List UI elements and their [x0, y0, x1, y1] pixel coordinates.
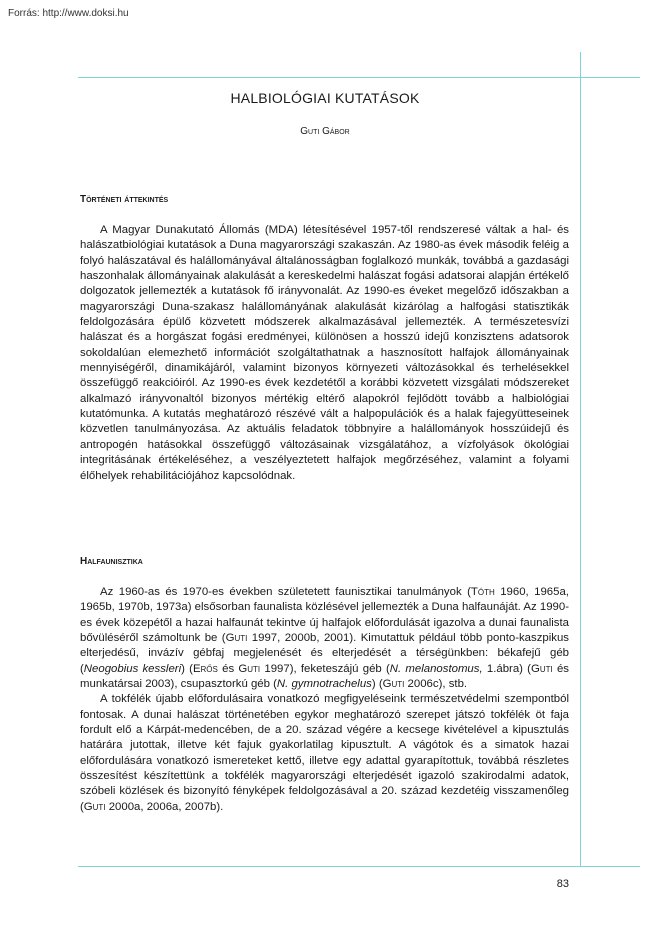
- author-name: Guti Gábor: [300, 126, 350, 137]
- article-title: HALBIOLÓGIAI KUTATÁSOK: [230, 90, 420, 106]
- paragraph: Az 1960-as és 1970-es években születetett faunisztikai tanulmányok (Tóth 1960, 1965a, 1965b, 1970b, 1973a) elsősorban faunalista közlésével jellemezték a Duna halfaunáját. Az 1990-es évek közepétől a hazai halfaunát tekintve új halfajok előfordulását igazolva a dunai faunalista bővüléséről számoltunk be (Guti 1997, 2000b, 2001). Kimutattuk például több ponto-kaszpikus elterjedésű, invázív gébfaj megjelenését és elterjedését a térségünkben: békafejű géb (Neogobius kessleri) (Erős és Guti 1997), feketeszájú géb (N. melanostomus, 1.ábra) (Guti és munkatársai 2003), csupasztorkú géb (N. gymnotrachelus) (Guti 2006c), stb.: [80, 586, 569, 691]
- page-number: 83: [556, 878, 569, 890]
- bottom-rule: [78, 866, 640, 867]
- right-rule: [580, 52, 581, 866]
- section-fauna-body: [80, 585, 569, 815]
- paragraph: A tokfélék újabb előfordulásaira vonatkozó megfigyeléseink természetvédelmi szempontból fontosak. A dunai halászat történetében egykor meghatározó szerepet játszó tokfélék öt faja fordult elő a Kárpát-medencében, de a 20. század végére a kecsege kivételével a kipusztulás határára jutottak, illetve két fajuk gyakorlatilag kipusztult. A vágótok és a simatok hazai előfordulására vonatkozó ismereteket kettő, illetve egy adattal gyarapítottuk, továbbá részletes összesítést készítettünk a tokfélék magyarországi elterjedését igazoló szakirodalmi adatok, szóbeli közlések és bizonyító fényképek feldolgozásával a 20. század kezdetéig visszamenőleg (Guti 2000a, 2006a, 2007b).: [80, 693, 569, 813]
- section-heading-history: Történeti áttekintés: [80, 194, 169, 205]
- top-rule: [78, 77, 640, 78]
- section-heading-fauna: Halfaunisztika: [80, 556, 143, 567]
- section-history-body: [80, 223, 569, 484]
- source-label: Forrás: http://www.doksi.hu: [8, 8, 129, 19]
- paragraph: A Magyar Dunakutató Állomás (MDA) létesítésével 1957-től rendszeresé váltak a hal- és halászatbiológiai kutatások a Duna magyarországi szakaszán. Az 1980-as évek második feléig a folyó halászatával és halállományával általánosságban foglalkozó munkák, továbbá a gazdasági haszonhalak állományainak alakulását a kereskedelmi halászat fogási adatsorai alapján értékelő dolgozatok jellemezték a kutatások fő irányvonalát. Az 1990-es éveket megelőző időszakban a magyarországi Duna-szakasz halállományának alakulását kizárólag a halfogási statisztikák feldolgozására épülő közvetett módszerek alkalmazásával jellemezték. A természetesvízi halászat és a horgászat fogási eredményei, különösen a hosszú idejű konzisztens adatsorok sokoldalúan elemezhető információt szolgáltathatnak a hasznosított halfajok állományainak mennyiségéről, dinamikájáról, valamint bizonyos környezeti változásokkal és terhelésekkel összefüggő reakcióiról. Az 1990-es évek kezdetétől a korábbi közvetett vizsgálati módszereket alkalmazó irányvonaltól bizonyos mértékig eltérő alapokról fejlődött tovább a halbiológiai kutatómunka. A kutatás meghatározó részévé vált a halpopulációk és a halak fajegyütteseinek közvetlen tanulmányozása. Az aktuális feladatok többnyire a halállományok hosszúidejű és antropogén hatásokkal összefüggő változásainak vizsgálatához, a vízfolyások ökológiai integritásának értékeléséhez, a veszélyeztetett halfajok megőrzéséhez, valamint a folyami élőhelyek rehabilitációjához kapcsolódnak.: [80, 224, 569, 482]
